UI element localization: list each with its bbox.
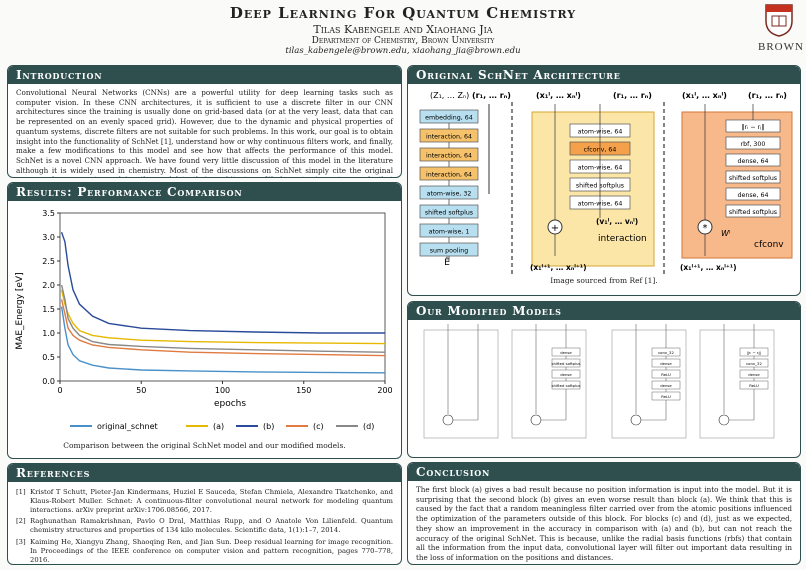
- add-icon: +: [550, 223, 560, 234]
- legend-label: (d): [363, 422, 375, 431]
- col1-layer-label: atom-wise, 32: [426, 190, 472, 198]
- poster-title: Deep Learning For Quantum Chemistry: [229, 4, 577, 22]
- col1-layer-label: shifted softplus: [424, 209, 474, 217]
- multiply-icon: *: [702, 223, 708, 234]
- col2-v-label: (v₁ˡ, … vₙˡ): [596, 217, 639, 226]
- col2-input-x: (x₁ˡ, … xₙˡ): [536, 91, 581, 100]
- modified-layer-label: dense: [660, 361, 672, 366]
- results-title: Results: Performance Comparison: [8, 183, 401, 201]
- department: Department of Chemistry, Brown University: [311, 36, 495, 46]
- schnet-architecture-diagram: [408, 84, 800, 274]
- architecture-panel: [407, 65, 801, 296]
- col1-layer-label: interaction, 64: [425, 152, 473, 160]
- modified-layer-label: ReLU: [661, 372, 671, 377]
- authors: Tilas Kabengele and Xiaohang Jia: [313, 23, 493, 36]
- x-tick-label: 100: [214, 386, 231, 395]
- cfconv-label: cfconv: [754, 240, 784, 250]
- col1-layer-label: interaction, 64: [425, 133, 473, 141]
- col2-input-r: (r₁, … rₙ): [613, 91, 652, 100]
- conclusion-text: The first block (a) gives a bad result because no position information is input into the model. But it is surprising that the second block (b) gives an even worse result than block (a). We think that this is caused by the fact that a random meaningless filter carried over from the atomic positions influenced the optimization of the parameters outside of this block. For blocks (c) and (d), just as we expected, they show an improvement in the accuracy in comparison with (a) and (b), but can not reach the accuracy of the original SchNet. This is because, unlike the radial basis functions (rbfs) that contain all the information from the input data, convolutional layer will filter out important data resulting in the loss of information on the positions and distances.: [416, 485, 792, 563]
- col3-input-r: (r₁, … rₙ): [748, 91, 787, 100]
- filter-w-label: Wˡ: [721, 229, 731, 238]
- performance-chart: [8, 201, 401, 441]
- x-axis-label: epochs: [213, 399, 247, 409]
- col3-layer-label: rbf, 300: [740, 141, 766, 148]
- introduction-title: Introduction: [8, 66, 401, 84]
- architecture-caption: Image sourced from Ref [1].: [550, 276, 658, 285]
- series-line: [62, 290, 385, 344]
- col2-output: (x₁ˡ⁺¹, … xₙˡ⁺¹): [530, 263, 587, 272]
- poster-header: [0, 0, 806, 62]
- results-panel: [7, 182, 402, 459]
- col1-output: Ê: [444, 258, 450, 268]
- conclusion-title: Conclusion: [408, 463, 800, 481]
- modified-layer-label: shifted softplus: [551, 383, 581, 388]
- emails: tilas_kabengele@brown.edu, xiaohang_jia@brown.edu: [285, 46, 521, 56]
- reference-item: [2] Raghunathan Ramakrishnan, Pavlo O Dral, Matthias Rupp, and O Anatole Von Lilienfeld. Quantum chemistry structures and properties of 134 kilo molecules. Scientific data, 1(1):1–7, 2014.: [16, 517, 393, 535]
- modified-block-frame: [424, 330, 498, 438]
- x-tick-label: 50: [136, 386, 147, 395]
- modified-layer-label: dense: [660, 383, 672, 388]
- y-tick-label: 3.5: [42, 209, 55, 218]
- legend-label: original_schnet: [97, 422, 158, 431]
- architecture-title: Original SchNet Architecture: [408, 66, 800, 84]
- col2-layer-label: atom-wise, 64: [577, 128, 623, 136]
- multiply-icon: [631, 415, 641, 425]
- x-tick-label: 200: [377, 386, 393, 395]
- references-title: References: [8, 464, 401, 482]
- modified-layer-label: dense: [560, 372, 572, 377]
- multiply-icon: [531, 415, 541, 425]
- col1-layer-label: atom-wise, 1: [428, 228, 470, 236]
- col3-layer-label: dense, 64: [737, 158, 769, 165]
- col3-input-x: (x₁ˡ, … xₙˡ): [682, 91, 727, 100]
- x-tick-label: 0: [57, 386, 63, 395]
- brown-logo: [758, 3, 804, 55]
- modified-layer-label: ‖rᵢ − rⱼ‖: [747, 350, 761, 355]
- modified-layer-label: conv_32: [658, 350, 674, 355]
- col1-layer-label: embedding, 64: [425, 114, 473, 122]
- col2-layer-label: atom-wise, 64: [577, 200, 623, 208]
- legend-label: (c): [313, 422, 324, 431]
- logo-text: BROWN: [758, 41, 804, 53]
- col1-layer-label: interaction, 64: [425, 171, 473, 179]
- y-tick-label: 1.0: [42, 329, 55, 338]
- reference-item: [1] Kristof T Schutt, Pieter-Jan Kindermans, Huziel E Sauceda, Stefan Chmiela, Alexandre Tkatchenko, and Klaus-Robert Muller. Schnet: A continuous-filter convolutional neural network for modeling quantum interactions. arXiv preprint arXiv:1706.08566, 2017.: [16, 488, 393, 514]
- interaction-label: interaction: [598, 234, 647, 244]
- y-tick-label: 1.5: [42, 305, 55, 314]
- series-line: [62, 307, 385, 373]
- references-panel: [7, 463, 402, 565]
- series-line: [62, 232, 385, 333]
- col3-layer-label: shifted softplus: [728, 175, 778, 182]
- introduction-text: Convolutional Neural Networks (CNNs) are a powerful utility for deep learning tasks such as computer vision. In these CNN architectures, it is sufficient to use a discrete filter in our CNN architectures since the training is usually done on grid-based data (or at the very least, data that can be represented on an evenly spaced grid). However, due to the dynamic and physical properties of quantum systems, discrete filters are not suitable for such problems. In this work, our goal is to obtain insight into the functionality of SchNet [1], understand how or why continuous filters work, and finally, make a few modifications to this model and see how that affects the performance of this model. SchNet is a novel CNN approach. We have found very little discussion of this model in the literature although it is widely used in chemistry. Most of the discussions on SchNet simply cite the original: [16, 88, 393, 175]
- modified-layer-label: conv_32: [746, 361, 762, 366]
- plot-frame: [60, 213, 385, 381]
- multiply-icon: [443, 415, 453, 425]
- results-caption: Comparison between the original SchNet model and our modified models.: [63, 441, 346, 450]
- modified-layer-label: ReLU: [749, 383, 759, 388]
- y-axis-label: MAE_Energy [eV]: [15, 272, 25, 350]
- series-line: [62, 299, 385, 355]
- modified-models-title: Our Modified Models: [408, 302, 800, 320]
- modified-layer-label: dense: [560, 350, 572, 355]
- y-tick-label: 3.0: [42, 233, 55, 242]
- multiply-icon: [719, 415, 729, 425]
- modified-layer-label: dense: [748, 372, 760, 377]
- brown-shield-icon: [764, 3, 794, 37]
- modified-layer-label: shifted softplus: [551, 361, 581, 366]
- col3-layer-label: dense, 64: [737, 192, 769, 199]
- col1-input-z: (Z₁, … Zₙ): [430, 91, 470, 100]
- col3-layer-label: ‖rᵢ − rⱼ‖: [741, 124, 765, 131]
- modified-models-diagram: [408, 320, 800, 455]
- col2-layer-label: shifted softplus: [575, 182, 625, 190]
- col2-layer-label: cfconv, 64: [583, 146, 617, 154]
- legend-label: (a): [213, 422, 225, 431]
- y-tick-label: 0.0: [42, 377, 55, 386]
- legend-label: (b): [263, 422, 275, 431]
- col1-input-r: (r₁, … rₙ): [472, 91, 511, 100]
- modified-models-panel: [407, 301, 801, 458]
- y-tick-label: 2.0: [42, 281, 55, 290]
- y-tick-label: 0.5: [42, 353, 55, 362]
- reference-item: [3] Kaiming He, Xiangyu Zhang, Shaoqing Ren, and Jian Sun. Deep residual learning for image recognition. In Proceedings of the IEEE conference on computer vision and pattern recognition, pages 770–778, 2016.: [16, 538, 393, 564]
- col3-layer-label: shifted softplus: [728, 209, 778, 216]
- conclusion-panel: [407, 462, 801, 565]
- introduction-panel: [7, 65, 402, 178]
- x-tick-label: 150: [296, 386, 312, 395]
- col2-layer-label: atom-wise, 64: [577, 164, 623, 172]
- y-tick-label: 2.5: [42, 257, 55, 266]
- col3-output: (x₁ˡ⁺¹, … xₙˡ⁺¹): [680, 263, 737, 272]
- modified-layer-label: ReLU: [661, 394, 671, 399]
- col1-layer-label: sum pooling: [429, 247, 469, 255]
